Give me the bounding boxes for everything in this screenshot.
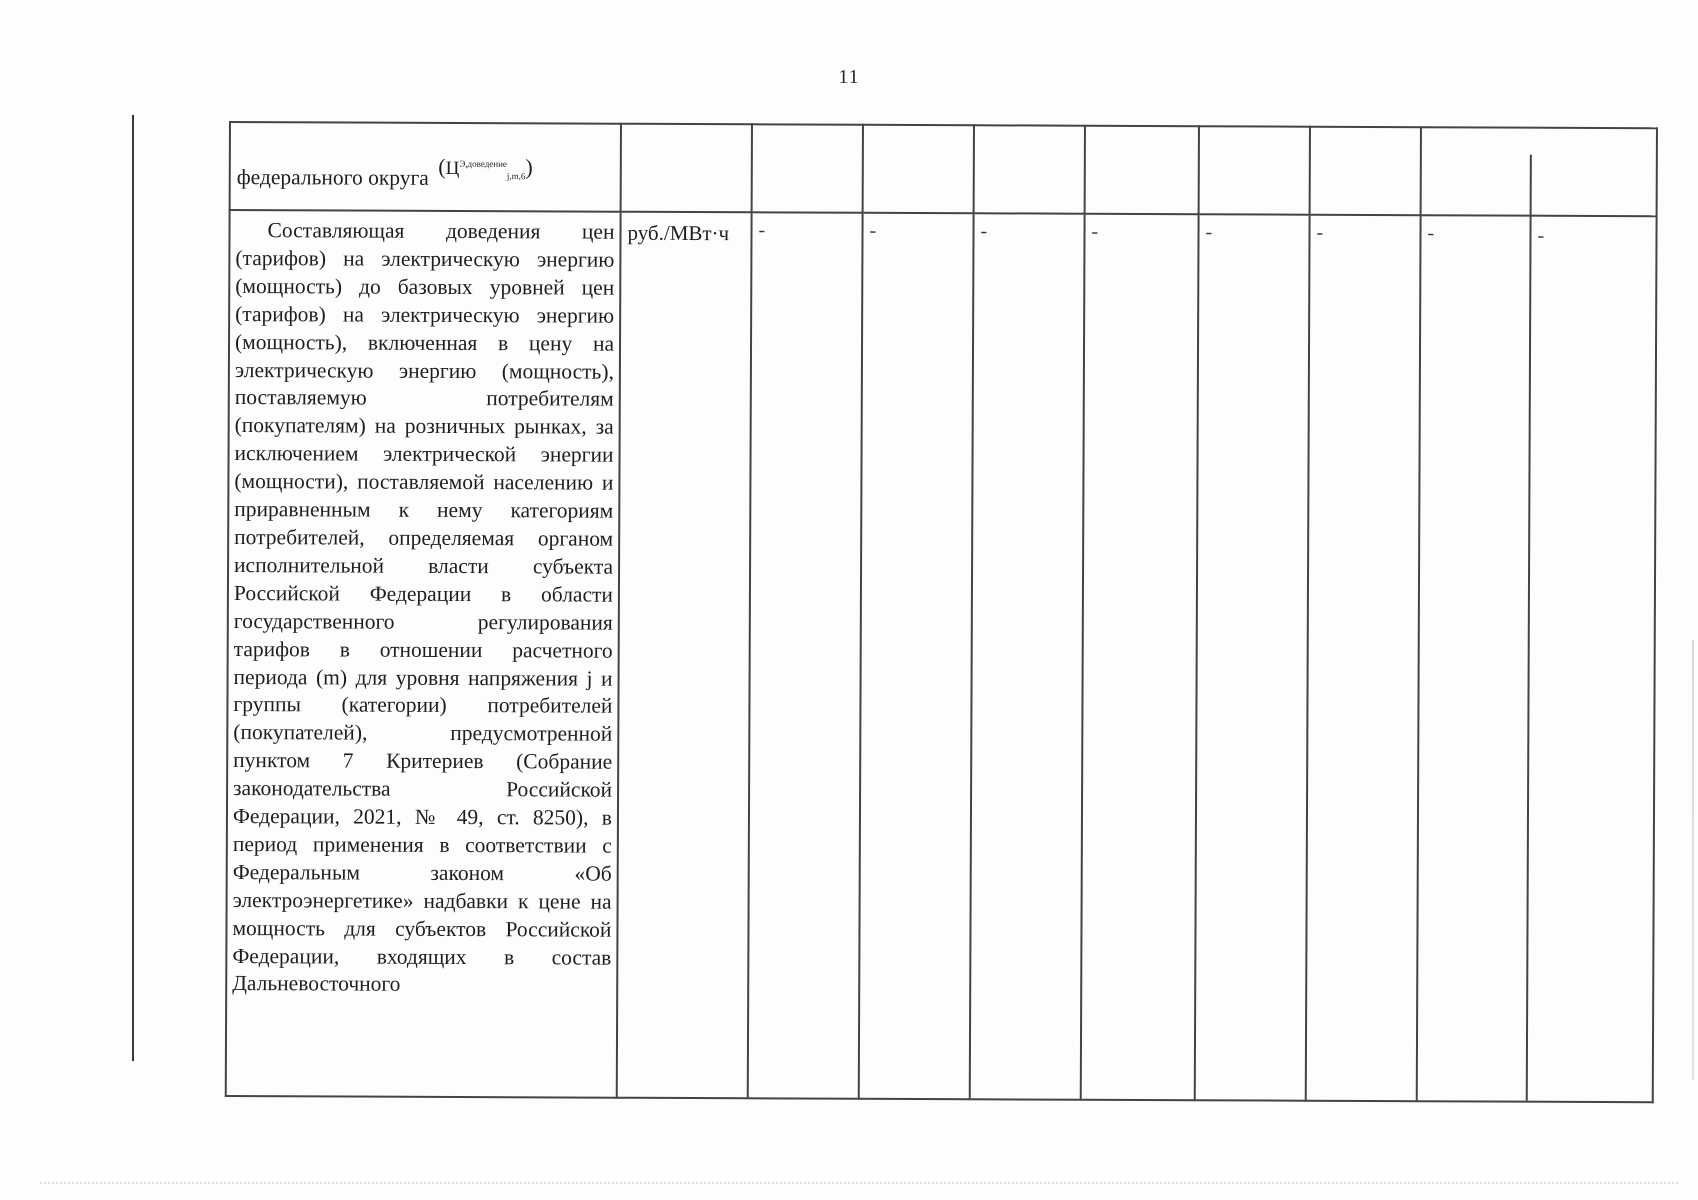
formula-subscript: j,m,6 <box>506 171 526 182</box>
value-cell <box>974 125 1085 213</box>
tariff-table <box>225 121 1658 1103</box>
value-cell: - <box>859 213 974 1099</box>
scan-edge-artifact <box>1692 640 1694 1080</box>
value-cell: - <box>1081 214 1199 1100</box>
value-cell <box>863 125 974 213</box>
value-cell: - <box>1306 215 1421 1101</box>
page-number: 11 <box>838 66 860 88</box>
value-cell <box>752 124 863 212</box>
description-cell: Составляющая доведения цен (тарифов) на электрическую энергию (мощность) до базовых уровней цен (тарифов) на электрическую энергию (мощность), включенная в цену на электрическую энергию (мощность), поставляемую потребителям (покупателям) на розничных рынках, за исключением электрической энергии (мощности), поставляемой населению и приравненным к нему категориям потребителей, определяемая органом исполнительной власти субъекта Российской Федерации в области государственного регулирования тарифов в отношении расчетного периода (m) для уровня напряжения j и группы (категории) потребителей (покупателей), предусмотренной пунктом 7 Критериев (Собрание законодательства Российской Федерации, 2021, № 49, ст. 8250), в период применения в соответствии с Федеральным законом «Об электроэнергетике» надбавки к цене на мощность для субъектов Российской Федерации, входящих в состав Дальневосточного <box>226 210 621 1098</box>
description-text: федерального округа <box>236 164 429 190</box>
description-cell <box>230 122 621 212</box>
value-cell: - - <box>1417 215 1657 1102</box>
table-row-main <box>226 210 1657 1102</box>
value-cell: - <box>748 212 863 1098</box>
unit-cell: руб./МВт·ч <box>617 212 752 1099</box>
value-cell <box>1085 126 1199 214</box>
table-row-header <box>230 122 1657 216</box>
value-cell <box>1310 127 1421 215</box>
binding-margin-line <box>132 115 134 1061</box>
formula-symbol: Ц <box>445 157 460 180</box>
column-divider <box>1526 155 1532 1101</box>
unit-cell <box>621 124 752 213</box>
formula: $(Ц^{Э,доведение}_{j,m,6})$ <box>438 153 533 182</box>
formula-superscript: Э,доведение <box>459 158 507 169</box>
value-cell-extra: - <box>1537 224 1545 247</box>
value-cell: - <box>1195 214 1310 1100</box>
value-cell: - <box>970 213 1085 1099</box>
value-cell <box>1199 126 1310 214</box>
value-cell <box>1421 127 1657 216</box>
scan-noise-artifact <box>40 1182 1678 1188</box>
